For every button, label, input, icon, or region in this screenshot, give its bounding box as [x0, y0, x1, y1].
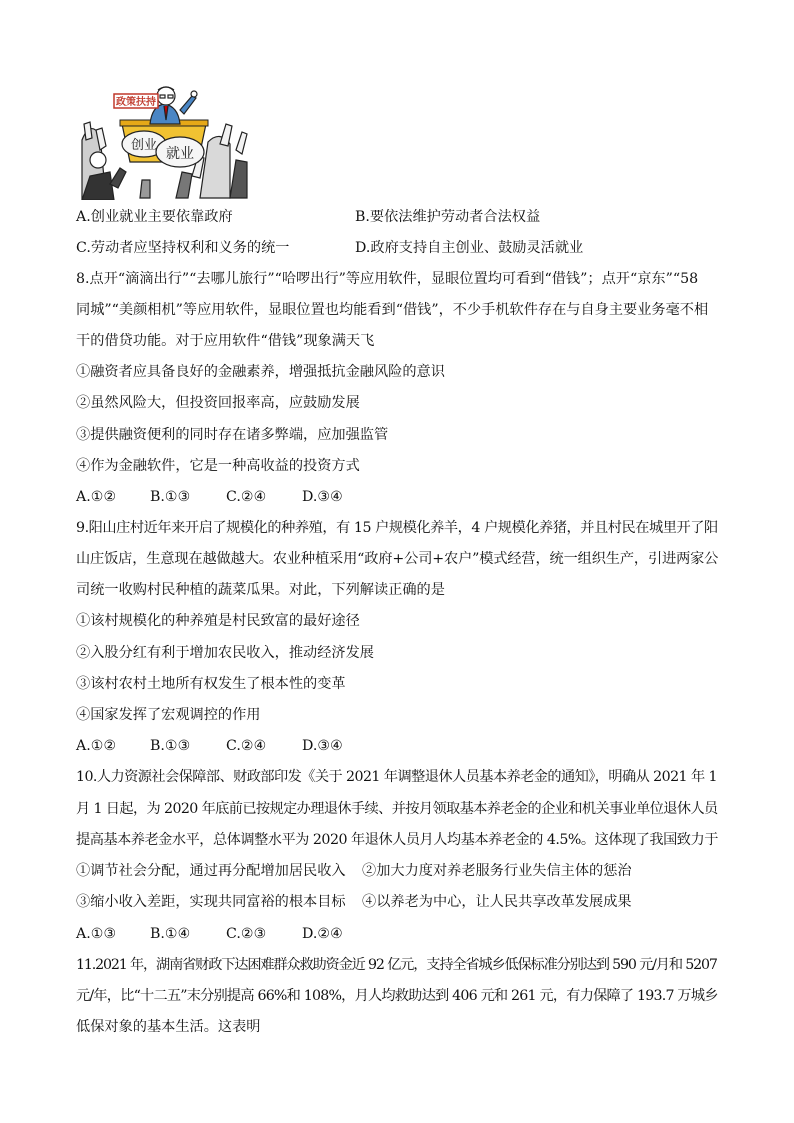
employment-bubble-label: 就业	[166, 146, 194, 162]
q9-item-1: ①该村规模化的种养殖是村民致富的最好途径	[76, 613, 360, 629]
q8-option-c: C.②④	[226, 489, 267, 505]
q7-option-d: D.政府支持自主创业、鼓励灵活就业	[355, 240, 584, 256]
q10-option-c: C.②③	[226, 926, 267, 942]
q7-option-b: B.要依法维护劳动者合法权益	[355, 209, 541, 225]
q9-option-c: C.②④	[226, 738, 267, 754]
q8-stem-line-1: 8.点开“滴滴出行”“去哪儿旅行”“哈啰出行”等应用软件，显眼位置均可看到“借钱”；点开“京东”“58	[76, 271, 699, 287]
q10-option-d: D.②④	[302, 926, 343, 942]
q8-stem-line-3: 干的借贷功能。对于应用软件“借钱”现象满天飞	[76, 333, 375, 349]
q10-item-3: ③缩小收入差距，实现共同富裕的根本目标	[76, 894, 346, 910]
q8-stem-line-2: 同城”“美颜相机”等应用软件，显眼位置也均能看到“借钱”，不少手机软件存在与自身主要业务毫不相	[76, 302, 709, 318]
q10-item-2: ②加大力度对养老服务行业失信主体的惩治	[362, 863, 632, 879]
q10-stem-line-1: 10.人力资源社会保障部、财政部印发《关于 2021 年调整退休人员基本养老金的通知》，明确从 2021 年 1	[76, 769, 717, 785]
policy-support-cartoon	[80, 80, 248, 200]
q8-item-2: ②虽然风险大，但投资回报率高，应鼓励发展	[76, 395, 360, 411]
q8-item-3: ③提供融资便利的同时存在诸多弊端，应加强监管	[76, 427, 389, 443]
q11-stem-line-2: 元/年，比“十二五”末分别提高 66%和 108%，月人均救助达到 406 元和 261 元，有力保障了 193.7 万城乡	[76, 988, 718, 1004]
q10-stem-line-3: 提高基本养老金水平，总体调整水平为 2020 年退休人员月人均基本养老金的 4.5%。这体现了我国致力于	[76, 832, 718, 848]
q11-stem-line-3: 低保对象的基本生活。这表明	[76, 1019, 261, 1035]
q7-option-a: A.创业就业主要依靠政府	[76, 209, 233, 225]
q10-item-4: ④以养老为中心，让人民共享改革发展成果	[362, 894, 632, 910]
q9-stem-line-3: 司统一收购村民种植的蔬菜瓜果。对此，下列解读正确的是	[76, 582, 445, 598]
q10-item-1: ①调节社会分配，通过再分配增加居民收入	[76, 863, 346, 879]
policy-sign-label: 政策扶持	[116, 97, 156, 108]
q9-option-b: B.①③	[150, 738, 191, 754]
q10-option-a: A.①③	[76, 926, 117, 942]
q9-item-2: ②入股分红有利于增加农民收入，推动经济发展	[76, 645, 374, 661]
q8-item-4: ④作为金融软件，它是一种高收益的投资方式	[76, 458, 360, 474]
q8-option-d: D.③④	[302, 489, 343, 505]
q10-option-b: B.①④	[150, 926, 191, 942]
q9-option-d: D.③④	[302, 738, 343, 754]
q9-stem-line-2: 山庄饭店，生意现在越做越大。农业种植采用“政府+公司+农户”模式经营，统一组织生产，引进两家公	[76, 551, 719, 567]
entrepreneur-bubble-label: 创业	[130, 138, 158, 153]
q9-item-3: ③该村农村土地所有权发生了根本性的变革	[76, 676, 346, 692]
q9-item-4: ④国家发挥了宏观调控的作用	[76, 707, 261, 723]
q9-option-a: A.①②	[76, 738, 117, 754]
q11-stem-line-1: 11.2021 年，湖南省财政下达困难群众救助资金近 92 亿元，支持全省城乡低保标准分别达到 590 元/月和 5207	[76, 957, 717, 973]
q9-stem-line-1: 9.阳山庄村近年来开启了规模化的种养殖，有 15 户规模化养羊，4 户规模化养猪，并且村民在城里开了阳	[76, 520, 718, 536]
q8-item-1: ①融资者应具备良好的金融素养，增强抵抗金融风险的意识	[76, 364, 445, 380]
q8-option-b: B.①③	[150, 489, 191, 505]
q8-option-a: A.①②	[76, 489, 117, 505]
q7-option-c: C.劳动者应坚持权利和义务的统一	[76, 240, 290, 256]
q10-stem-line-2: 月 1 日起，为 2020 年底前已按规定办理退休手续、并按月领取基本养老金的企业和机关事业单位退休人员	[76, 801, 718, 817]
